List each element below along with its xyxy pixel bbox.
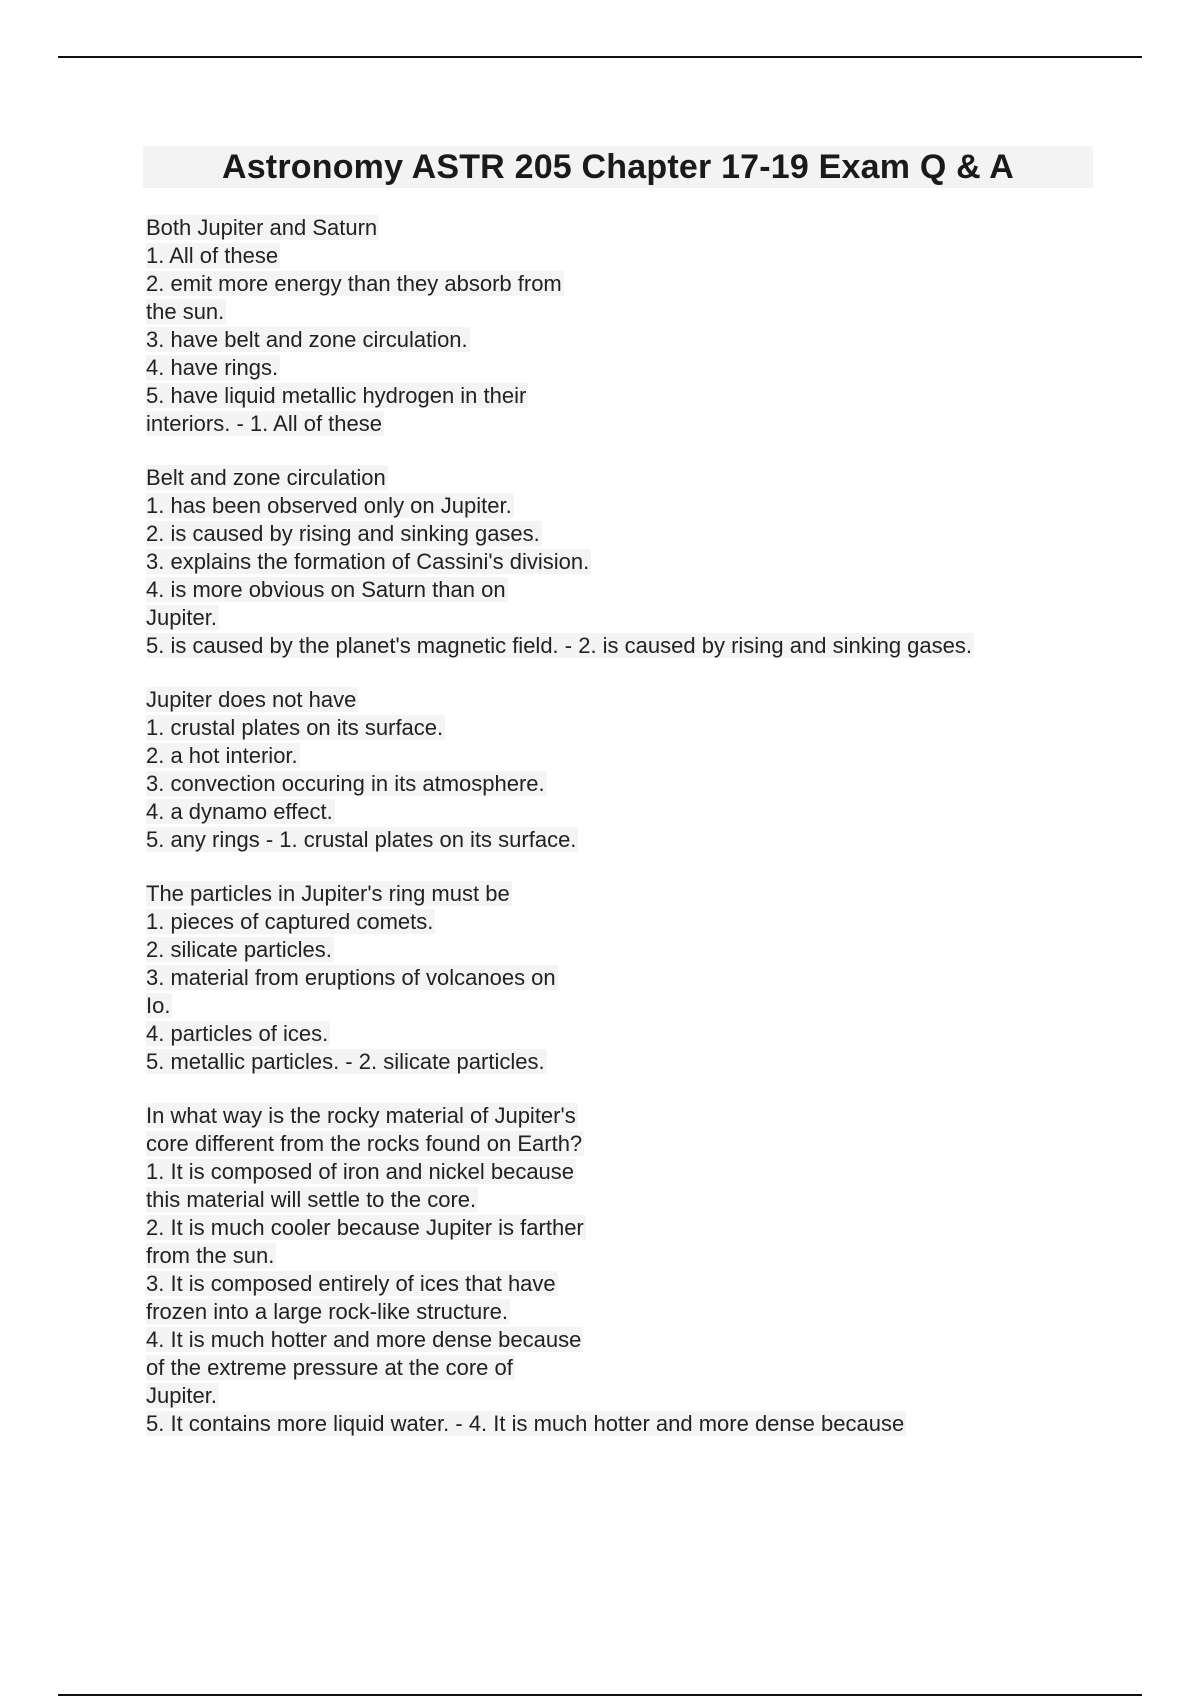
answer-line — [146, 492, 1106, 520]
top-rule — [58, 56, 1142, 58]
line-text: 5. is caused by the planet's magnetic field. - 2. is caused by rising and sinking gases. — [146, 633, 972, 658]
line-text: from the sun. — [146, 1243, 275, 1268]
answer-line — [146, 1410, 1106, 1438]
answer-line — [146, 1158, 1106, 1186]
line-text: 4. particles of ices. — [146, 1021, 329, 1046]
answer-line — [146, 1242, 1106, 1270]
answer-line — [146, 298, 1106, 326]
answer-line — [146, 1048, 1106, 1076]
question-text — [146, 686, 1106, 714]
answer-line — [146, 520, 1106, 548]
line-text: Io. — [146, 993, 171, 1018]
answer-line — [146, 1298, 1106, 1326]
qa-block — [146, 880, 1106, 1076]
line-text: 1. All of these — [146, 243, 279, 268]
answer-line — [146, 354, 1106, 382]
answer-line — [146, 964, 1106, 992]
line-text: 1. has been observed only on Jupiter. — [146, 493, 512, 518]
line-text: 2. is caused by rising and sinking gases. — [146, 521, 540, 546]
answer-line — [146, 798, 1106, 826]
answer-line — [146, 826, 1106, 854]
answer-line — [146, 742, 1106, 770]
line-text: 3. explains the formation of Cassini's division. — [146, 549, 590, 574]
answer-line — [146, 770, 1106, 798]
answer-line — [146, 270, 1106, 298]
answer-line — [146, 604, 1106, 632]
answer-line — [146, 1186, 1106, 1214]
line-text: 5. metallic particles. - 2. silicate particles. — [146, 1049, 545, 1074]
question-text — [146, 214, 1106, 242]
line-text: 3. have belt and zone circulation. — [146, 327, 468, 352]
answer-line — [146, 714, 1106, 742]
answer-line — [146, 410, 1106, 438]
line-text: Jupiter. — [146, 1383, 217, 1408]
line-text: 1. crustal plates on its surface. — [146, 715, 444, 740]
answer-line — [146, 242, 1106, 270]
line-text: of the extreme pressure at the core of — [146, 1355, 513, 1380]
qa-block — [146, 686, 1106, 854]
answer-line — [146, 1214, 1106, 1242]
answer-line — [146, 1354, 1106, 1382]
qa-block — [146, 214, 1106, 438]
line-text: 2. It is much cooler because Jupiter is farther — [146, 1215, 584, 1240]
answer-line — [146, 1020, 1106, 1048]
answer-line — [146, 936, 1106, 964]
line-text: this material will settle to the core. — [146, 1187, 477, 1212]
question-text — [146, 1102, 1106, 1130]
line-text: In what way is the rocky material of Jupiter's — [146, 1103, 576, 1128]
answer-line — [146, 326, 1106, 354]
line-text: 3. It is composed entirely of ices that have — [146, 1271, 556, 1296]
answer-line — [146, 1326, 1106, 1354]
qa-content — [146, 214, 1106, 1464]
line-text: Jupiter does not have — [146, 687, 357, 712]
answer-line — [146, 1130, 1106, 1158]
answer-line — [146, 992, 1106, 1020]
answer-line — [146, 382, 1106, 410]
bottom-rule — [58, 1694, 1142, 1696]
answer-line — [146, 1270, 1106, 1298]
line-text: the sun. — [146, 299, 225, 324]
answer-line — [146, 908, 1106, 936]
line-text: 2. a hot interior. — [146, 743, 298, 768]
line-text: 4. a dynamo effect. — [146, 799, 333, 824]
qa-block — [146, 464, 1106, 660]
question-text — [146, 464, 1106, 492]
document-title: Astronomy ASTR 205 Chapter 17-19 Exam Q & A — [221, 147, 1015, 186]
line-text: 4. have rings. — [146, 355, 279, 380]
line-text: 4. It is much hotter and more dense because — [146, 1327, 582, 1352]
line-text: 2. silicate particles. — [146, 937, 332, 962]
line-text: 4. is more obvious on Saturn than on — [146, 577, 506, 602]
line-text: core different from the rocks found on Earth? — [146, 1131, 583, 1156]
line-text: The particles in Jupiter's ring must be — [146, 881, 510, 906]
answer-line — [146, 576, 1106, 604]
answer-line — [146, 632, 1106, 660]
line-text: 2. emit more energy than they absorb from — [146, 271, 562, 296]
line-text: frozen into a large rock-like structure. — [146, 1299, 508, 1324]
line-text: 5. It contains more liquid water. - 4. It is much hotter and more dense because — [146, 1411, 905, 1436]
question-text — [146, 880, 1106, 908]
line-text: 3. material from eruptions of volcanoes on — [146, 965, 556, 990]
answer-line — [146, 1382, 1106, 1410]
qa-block — [146, 1102, 1106, 1438]
line-text: 1. It is composed of iron and nickel because — [146, 1159, 575, 1184]
answer-line — [146, 548, 1106, 576]
line-text: interiors. - 1. All of these — [146, 411, 382, 436]
line-text: 5. any rings - 1. crustal plates on its surface. — [146, 827, 577, 852]
line-text: 5. have liquid metallic hydrogen in their — [146, 383, 527, 408]
line-text: 1. pieces of captured comets. — [146, 909, 434, 934]
line-text: Jupiter. — [146, 605, 217, 630]
title-banner — [143, 146, 1093, 188]
line-text: Both Jupiter and Saturn — [146, 215, 378, 240]
line-text: 3. convection occuring in its atmosphere. — [146, 771, 545, 796]
line-text: Belt and zone circulation — [146, 465, 386, 490]
